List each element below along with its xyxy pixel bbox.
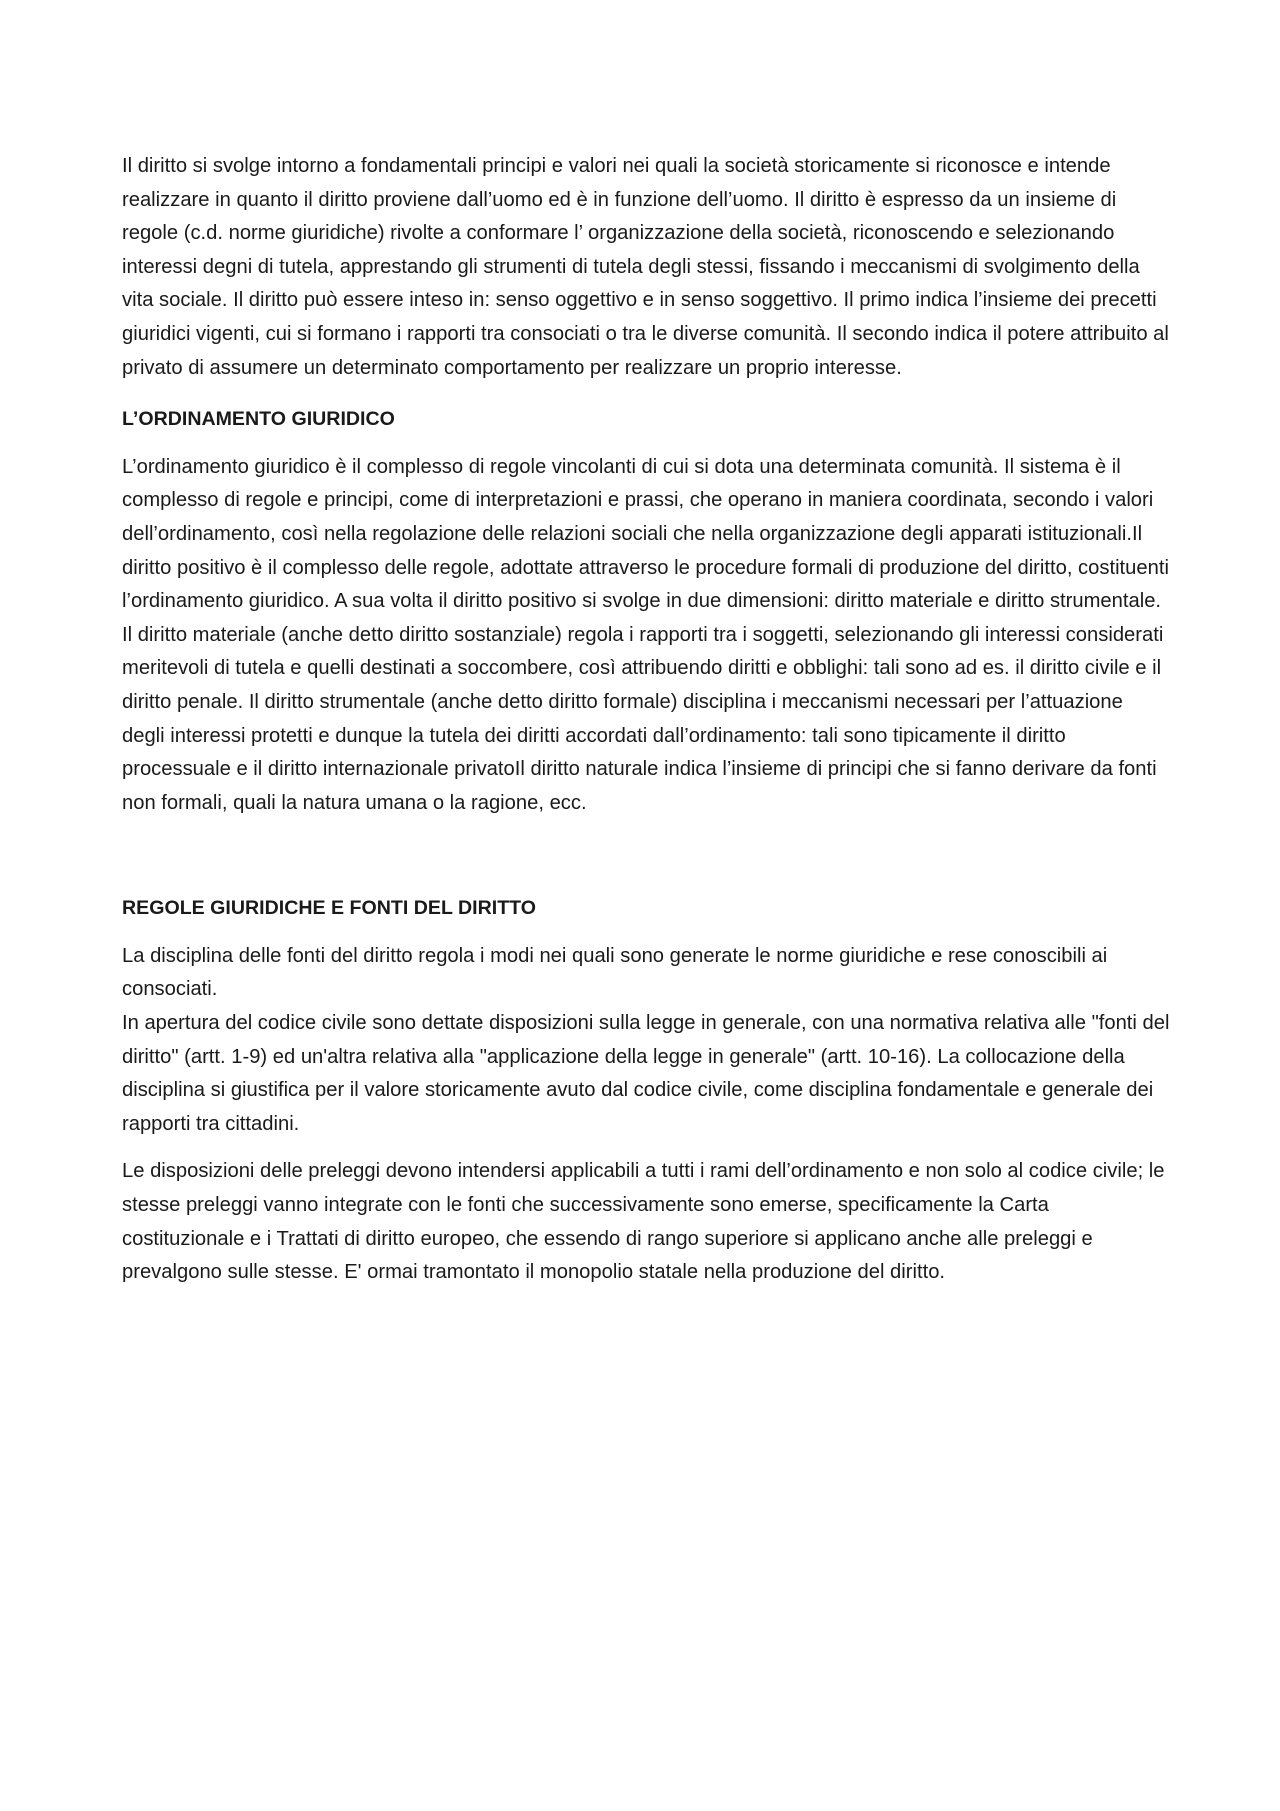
ordinamento-paragraph: L’ordinamento giuridico è il complesso di regole vincolanti di cui si dota una determinata comunità. Il sistema è il complesso di regole e principi, come di interpretazioni e prassi, che operano in maniera coordinata, secondo i valori dell’ordinamento, così nella regolazione delle relazioni sociali che nella organizzazione degli apparati istituzionali.Il diritto positivo è il complesso delle regole, adottate attraverso le procedure formali di produzione del diritto, costituenti l’ordinamento giuridico. A sua volta il diritto positivo si svolge in due dimensioni: diritto materiale e diritto strumentale. Il diritto materiale (anche detto diritto sostanziale) regola i rapporti tra i soggetti, selezionando gli interessi considerati meritevoli di tutela e quelli destinati a soccombere, così attribuendo diritti e obblighi: tali sono ad es. il diritto civile e il diritto penale. Il diritto strumentale (anche detto diritto formale) disciplina i meccanismi necessari per l’attuazione degli interessi protetti e dunque la tutela dei diritti accordati dall’ordinamento: tali sono tipicamente il diritto processuale e il diritto internazionale privatoIl diritto naturale indica l’insieme di principi che si fanno derivare da fonti non formali, quali la natura umana o la ragione, ecc. <box>122 455 1169 814</box>
document-body <box>122 150 1170 1304</box>
fonti-paragraph-preleggi: Le disposizioni delle preleggi devono intendersi applicabili a tutti i rami dell’ordinamento e non solo al codice civile; le stesse preleggi vanno integrate con le fonti che successivamente sono emerse, specificamente la Carta costituzionale e i Trattati di diritto europeo, che essendo di rango superiore si applicano anche alle preleggi e prevalgono sulle stesse. E' ormai tramontato il monopolio statale nella produzione del diritto. <box>122 1160 1165 1284</box>
intro-paragraph: Il diritto si svolge intorno a fondamentali principi e valori nei quali la società storicamente si riconosce e intende realizzare in quanto il diritto proviene dall’uomo ed è in funzione dell’uomo. Il diritto è espresso da un insieme di regole (c.d. norme giuridiche) rivolte a conformare l’ organizzazione della società, riconoscendo e selezionando interessi degni di tutela, apprestando gli strumenti di tutela degli stessi, fissando i meccanismi di svolgimento della vita sociale. Il diritto può essere inteso in: senso oggettivo e in senso soggettivo. Il primo indica l’insieme dei precetti giuridici vigenti, cui si formano i rapporti tra consociati o tra le diverse comunità. Il secondo indica il potere attribuito al privato di assumere un determinato comportamento per realizzare un proprio interesse. <box>122 155 1169 379</box>
section-heading-ordinamento: L’ORDINAMENTO GIURIDICO <box>122 408 395 431</box>
fonti-paragraph-codice: In apertura del codice civile sono dettate disposizioni sulla legge in generale, con una normativa relativa alle "fonti del diritto" (artt. 1-9) ed un'altra relativa alla "applicazione della legge in generale" (artt. 10-16). La collocazione della disciplina si giustifica per il valore storicamente avuto dal codice civile, come disciplina fondamentale e generale dei rapporti tra cittadini. <box>122 1012 1170 1135</box>
fonti-paragraph-intro: La disciplina delle fonti del diritto regola i modi nei quali sono generate le norme giuridiche e rese conoscibili ai consociati. <box>122 944 1108 1001</box>
spacer <box>122 834 1170 892</box>
section-heading-fonti: REGOLE GIURIDICHE E FONTI DEL DIRITTO <box>122 897 537 920</box>
